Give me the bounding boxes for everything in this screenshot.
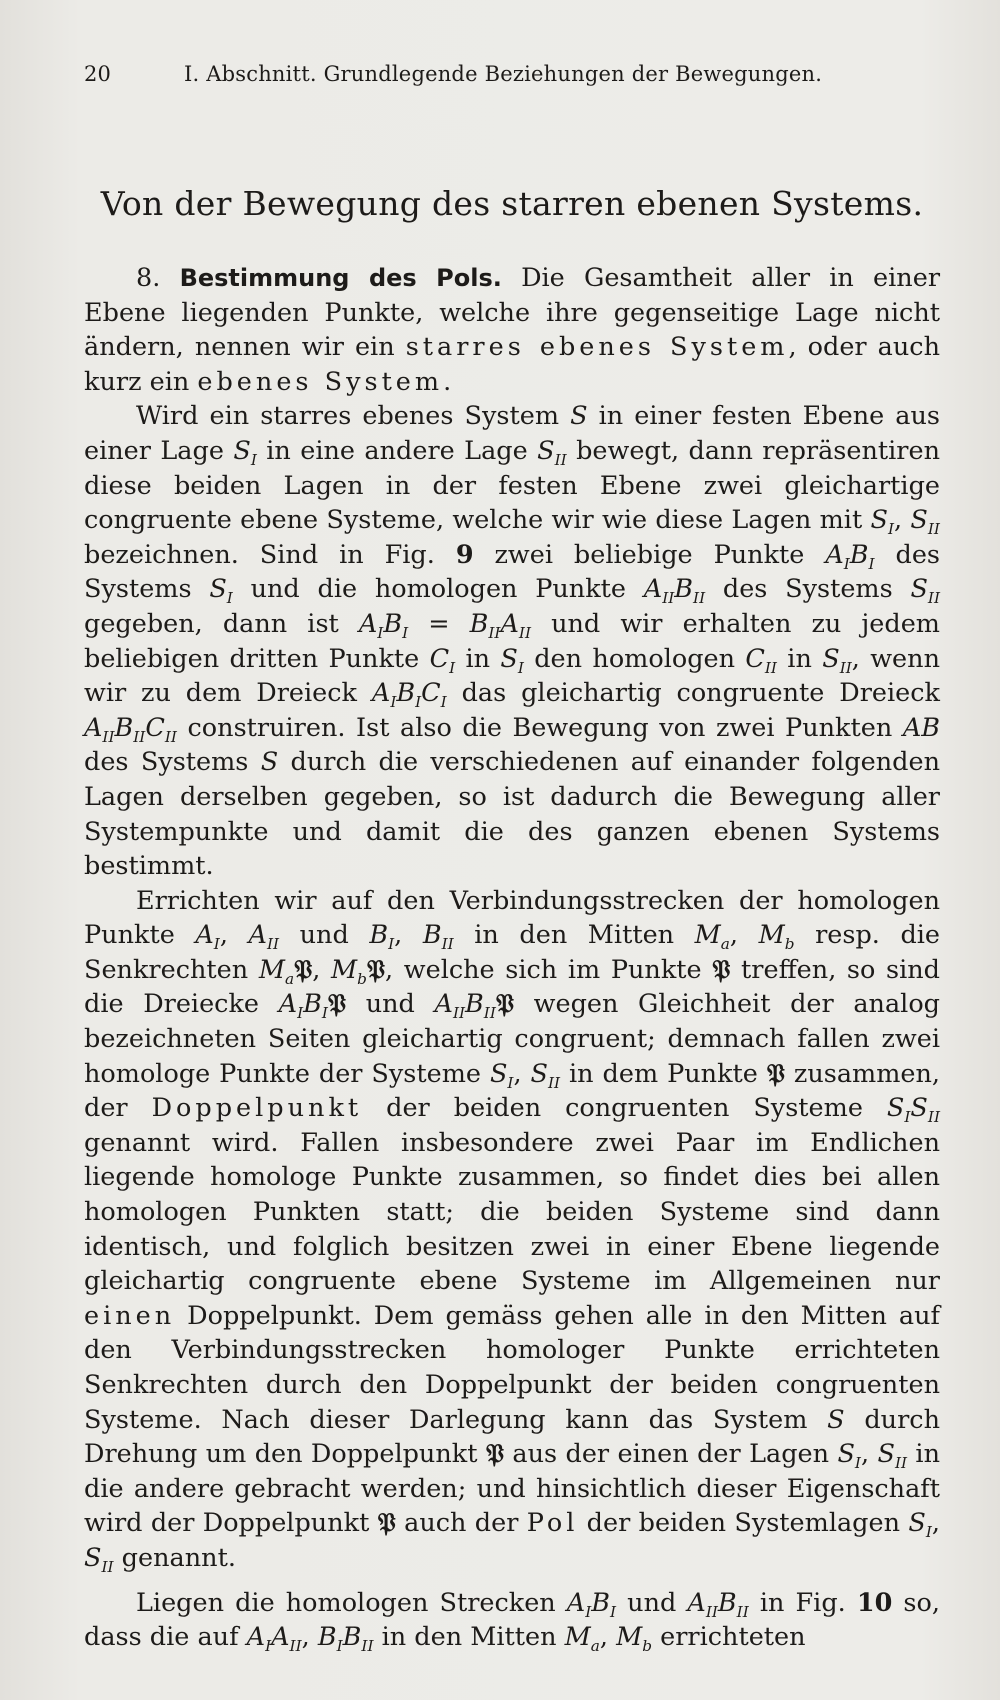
body-text bbox=[84, 261, 940, 1655]
figure-reference-9: 9 bbox=[455, 539, 474, 570]
paragraph-4: Liegen die homologen Strecken $A_IB_I$ und $A_{II}B_{II}$ in Fig. 10 so, dass die auf $A_IA_{II}$, $B_IB_{II}$ in den Mitten $M_a$, $M_b$ errichteten bbox=[84, 1587, 940, 1656]
section-number: 8. bbox=[136, 263, 161, 293]
section-label: Bestimmung des Pols. bbox=[179, 264, 502, 292]
figure-reference-10: 10 bbox=[856, 1587, 893, 1618]
term-einen: einen bbox=[84, 1300, 176, 1331]
running-head-title: I. Abschnitt. Grundlegende Beziehungen der Bewegungen. bbox=[184, 62, 823, 86]
section-title: Von der Bewegung des starren ebenen Systems. bbox=[100, 184, 924, 223]
page-number: 20 bbox=[84, 62, 112, 86]
paragraph-1: 8. Bestimmung des Pols. Die Gesamtheit aller in einer Ebene liegenden Punkte, welche ihre gegenseitige Lage nicht ändern, nennen wir ein starres ebenes System, oder auch kurz ein ebenes System. bbox=[84, 263, 941, 397]
term-ebenes-system: ebenes System bbox=[197, 366, 444, 397]
term-pol: Pol bbox=[526, 1508, 579, 1539]
running-head bbox=[84, 62, 940, 86]
term-starres-ebenes-system: starres ebenes System bbox=[405, 332, 789, 363]
term-doppelpunkt: Doppelpunkt bbox=[151, 1093, 363, 1124]
paragraph-2: Wird ein starres ebenes System S in einer festen Ebene aus einer Lage $S_I$ in eine andere Lage $S_{II}$ bewegt, dann repräsentiren diese beiden Lagen in der festen Ebene zwei gleichartige congruente ebene Systeme, welche wir wie diese Lagen mit $S_I$, $S_{II}$ bezeichnen. Sind in Fig. 9 zwei beliebige Punkte $A_IB_I$ des Systems $S_I$ und die homologen Punkte $A_{II}B_{II}$ des Systems $S_{II}$ gegeben, dann ist $A_IB_I = B_{II}A_{II}$ und wir erhalten zu jedem beliebigen dritten Punkte $C_I$ in $S_I$ den homologen $C_{II}$ in $S_{II}$, wenn wir zu dem Dreieck $A_IB_IC_I$ das gleichartig congruente Dreieck $A_{II}B_{II}C_{II}$ construiren. Ist also die Bewegung von zwei Punkten AB des Systems S durch die verschiedenen auf einander folgenden Lagen derselben gegeben, so ist dadurch die Bewegung aller Systempunkte und damit die des ganzen ebenen Systems bestimmt. bbox=[84, 401, 941, 882]
paragraph-3: Errichten wir auf den Verbindungsstrecken der homologen Punkte $A_I$, $A_{II}$ und $B_I$, $B_{II}$ in den Mitten $M_a$, $M_b$ resp. die Senkrechten $M_a𝔓$, $M_b𝔓$, welche sich im Punkte 𝔓 treffen, so sind die Dreiecke $A_IB_I𝔓$ und $A_{II}B_{II}𝔓$ wegen Gleichheit der analog bezeichneten Seiten gleichartig congruent; demnach fallen zwei homologe Punkte der Systeme $S_I$, $S_{II}$ in dem Punkte 𝔓 zusammen, der Doppelpunkt der beiden congruenten Systeme $S_IS_{II}$ genannt wird. Fallen insbesondere zwei Paar im Endlichen liegende homologe Punkte zusammen, so findet dies bei allen homologen Punkten statt; die beiden Systeme sind dann identisch, und folglich besitzen zwei in einer Ebene liegende gleichartig congruente ebene Systeme im Allgemeinen nur einen Doppelpunkt. Dem gemäss gehen alle in den Mitten auf den Verbindungsstrecken homologer Punkte errichteten Senkrechten durch den Doppelpunkt der beiden congruenten Systeme. Nach dieser Darlegung kann das System S durch Drehung um den Doppelpunkt 𝔓 aus der einen der Lagen $S_I$, $S_{II}$ in die andere gebracht werden; und hinsichtlich dieser Eigenschaft wird der Doppelpunkt 𝔓 auch der Pol der beiden Systemlagen $S_I$, $S_{II}$ genannt. bbox=[84, 885, 941, 1577]
